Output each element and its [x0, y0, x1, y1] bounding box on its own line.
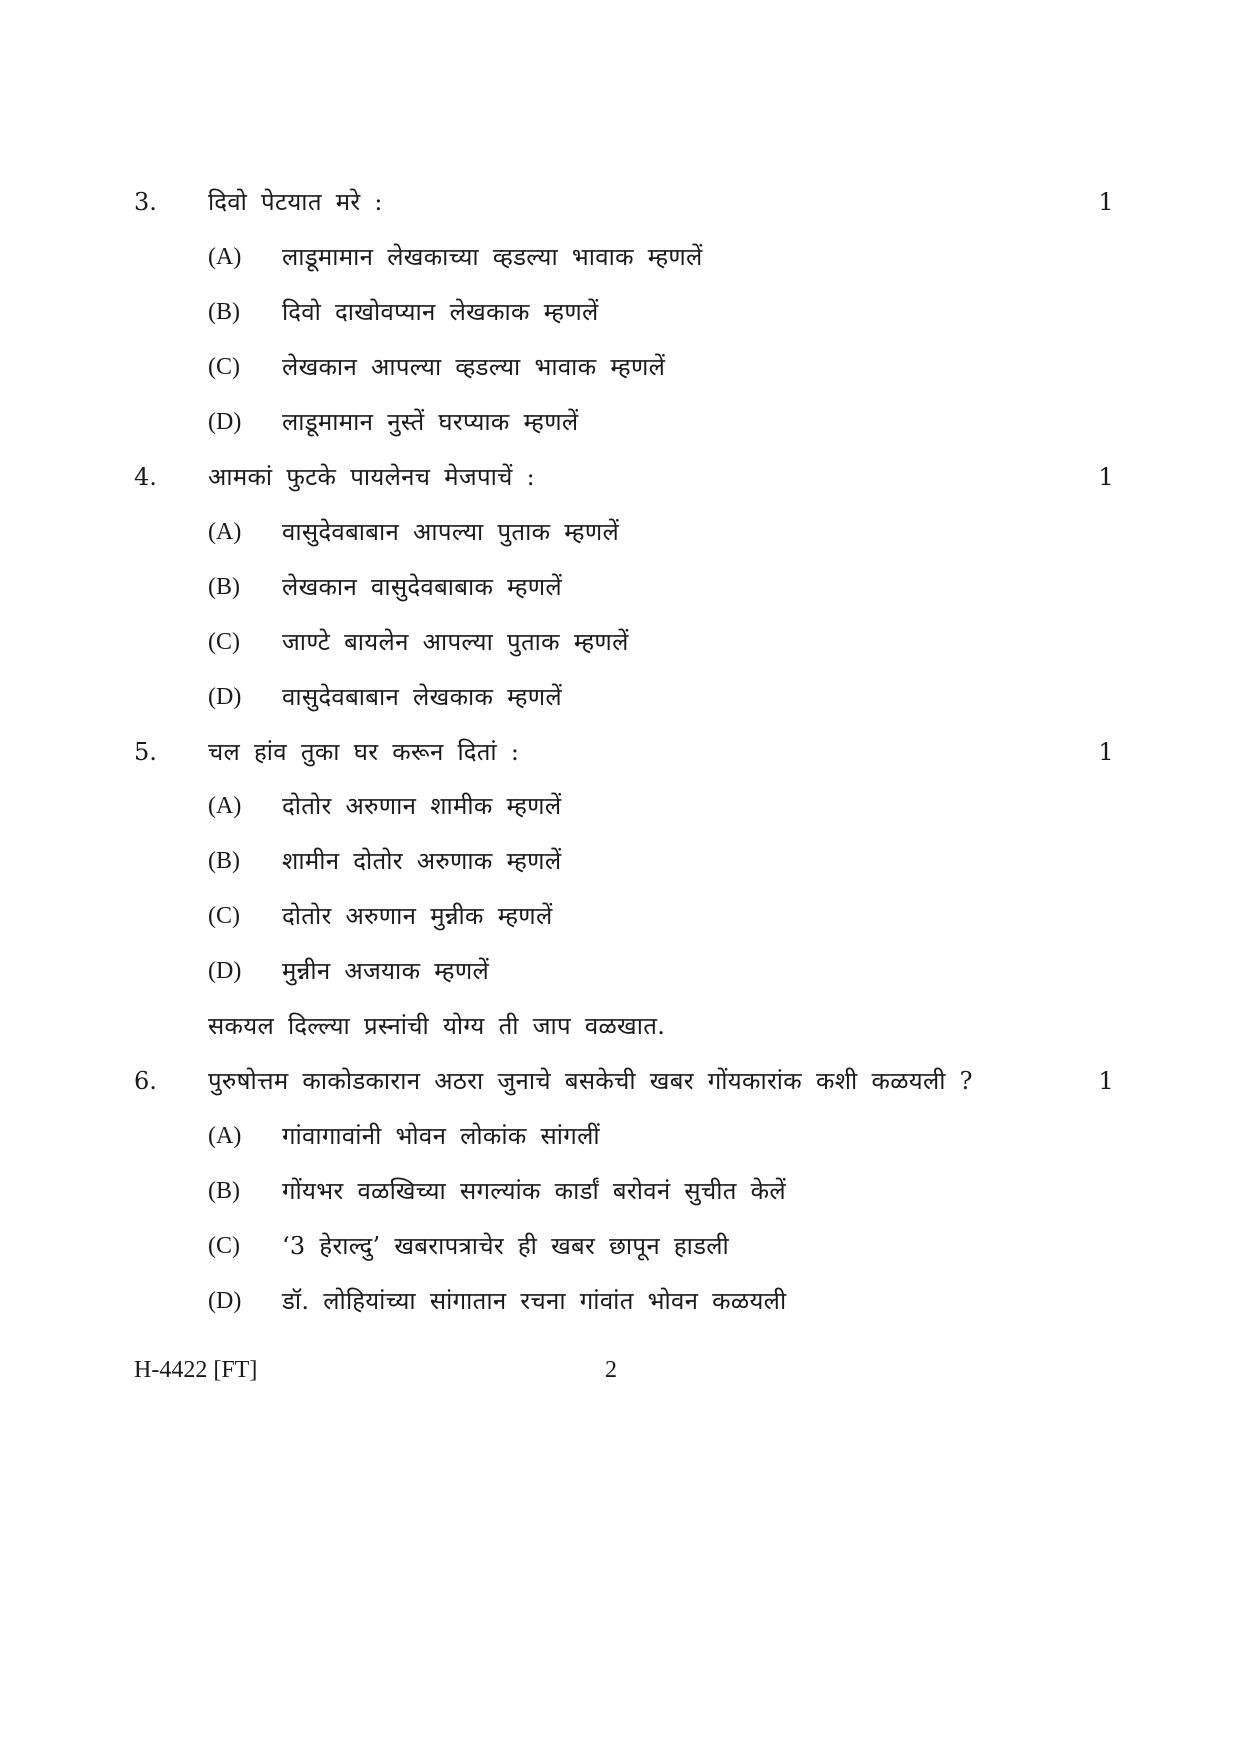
option-label: (D): [208, 409, 242, 435]
question-5-option-b: [0, 841, 1240, 881]
option-text: शामीन दोतोर अरुणाक म्हणलें: [282, 847, 562, 875]
question-number: 3.: [134, 188, 157, 216]
question-6-option-b: [0, 1171, 1240, 1211]
option-text: लाडूमामान नुस्तें घरप्याक म्हणलें: [282, 408, 579, 436]
option-label: (B): [208, 1178, 240, 1204]
page-footer: [0, 1350, 1240, 1390]
option-text: मुन्नीन अजयाक म्हणलें: [282, 957, 490, 985]
option-label: (C): [208, 354, 240, 380]
option-label: (B): [208, 299, 240, 325]
question-number: 4.: [134, 463, 157, 491]
option-label: (C): [208, 629, 240, 655]
question-4-option-d: [0, 677, 1240, 717]
option-text: गोंयभर वळखिच्या सगल्यांक कार्डां बरोवनं सुचीत केलें: [282, 1177, 786, 1205]
question-3-option-c: [0, 347, 1240, 387]
option-text: डॉ. लोहियांच्या सांगातान रचना गांवांत भोवन कळयली: [282, 1287, 787, 1315]
option-label: (D): [208, 684, 242, 710]
question-marks: 1: [1098, 188, 1114, 216]
question-3-option-b: [0, 292, 1240, 332]
option-text: ‘3 हेराल्दु’ खबरापत्राचेर ही खबर छापून हाडली: [282, 1232, 730, 1260]
option-text: जाण्टे बायलेन आपल्या पुताक म्हणलें: [282, 628, 629, 656]
question-text: आमकां फुटके पायलेनच मेजपाचें :: [208, 463, 536, 491]
section-instruction: [0, 1006, 1240, 1046]
paper-code: H-4422 [FT]: [134, 1357, 258, 1383]
question-4-option-a: [0, 512, 1240, 552]
option-label: (A): [208, 1123, 242, 1149]
question-6-option-a: [0, 1116, 1240, 1156]
question-text: पुरुषोत्तम काकोडकारान अठरा जुनाचे बसकेची खबर गोंयकारांक कशी कळयली ?: [208, 1067, 973, 1095]
option-text: गांवागावांनी भोवन लोकांक सांगलीं: [282, 1122, 600, 1150]
question-6-option-c: [0, 1226, 1240, 1266]
question-marks: 1: [1098, 738, 1114, 766]
option-text: वासुदेवबाबान लेखकाक म्हणलें: [282, 683, 562, 711]
question-4-option-b: [0, 567, 1240, 607]
question-text: चल हांव तुका घर करून दितां :: [208, 738, 520, 766]
question-5-option-a: [0, 786, 1240, 826]
question-5-option-d: [0, 951, 1240, 991]
question-marks: 1: [1098, 1067, 1114, 1095]
question-4: [0, 457, 1240, 497]
question-3-option-d: [0, 402, 1240, 442]
option-text: दोतोर अरुणान शामीक म्हणलें: [282, 792, 562, 820]
question-marks: 1: [1098, 463, 1114, 491]
question-5: [0, 732, 1240, 772]
question-number: 6.: [134, 1067, 157, 1095]
option-text: लाडूमामान लेखकाच्या व्हडल्या भावाक म्हणलें: [282, 243, 703, 271]
option-label: (A): [208, 244, 242, 270]
option-label: (D): [208, 1288, 242, 1314]
option-text: दिवो दाखोवप्यान लेखकाक म्हणलें: [282, 298, 599, 326]
question-4-option-c: [0, 622, 1240, 662]
option-text: लेखकान वासुदेवबाबाक म्हणलें: [282, 573, 562, 601]
option-text: दोतोर अरुणान मुन्नीक म्हणलें: [282, 902, 553, 930]
option-label: (A): [208, 793, 242, 819]
option-text: वासुदेवबाबान आपल्या पुताक म्हणलें: [282, 518, 620, 546]
question-number: 5.: [134, 738, 157, 766]
option-label: (C): [208, 903, 240, 929]
question-3-option-a: [0, 237, 1240, 277]
instruction-text: सकयल दिल्ल्या प्रस्नांची योग्य ती जाप वळखात.: [208, 1012, 666, 1040]
question-6-option-d: [0, 1281, 1240, 1321]
page-number: 2: [605, 1357, 617, 1383]
question-6: [0, 1061, 1240, 1101]
option-label: (B): [208, 848, 240, 874]
option-text: लेखकान आपल्या व्हडल्या भावाक म्हणलें: [282, 353, 666, 381]
option-label: (C): [208, 1233, 240, 1259]
question-text: दिवो पेटयात मरे :: [208, 188, 383, 216]
question-5-option-c: [0, 896, 1240, 936]
option-label: (D): [208, 958, 242, 984]
question-3: [0, 182, 1240, 222]
option-label: (A): [208, 519, 242, 545]
option-label: (B): [208, 574, 240, 600]
